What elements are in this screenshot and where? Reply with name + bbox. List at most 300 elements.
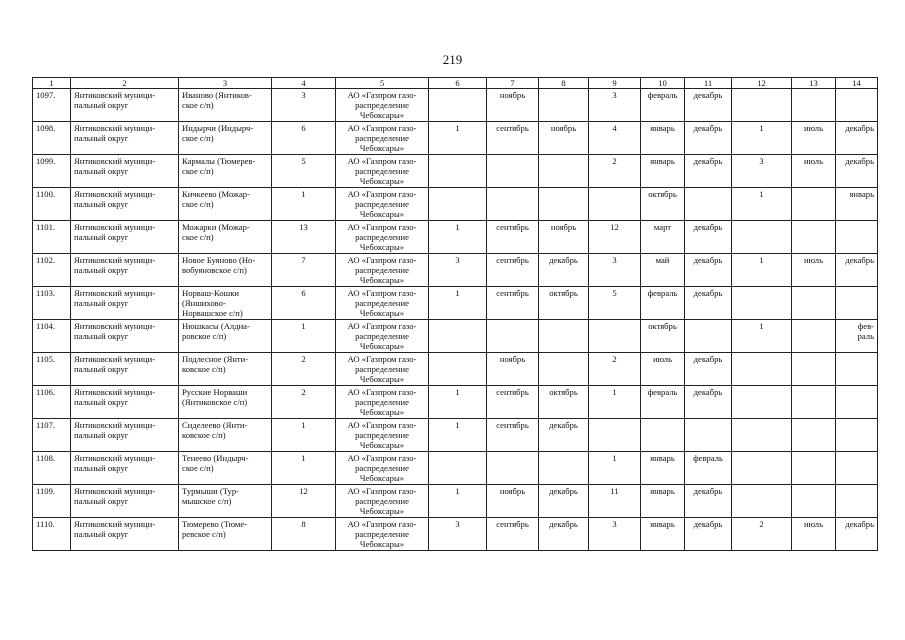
col12-cell: [732, 452, 792, 485]
col6-cell: 1: [429, 485, 487, 518]
cell-line: Янтиковский муници-: [74, 189, 156, 199]
cell-line: пальный округ: [74, 463, 129, 473]
cell-line: распределение: [355, 463, 409, 473]
col10-cell: февраль: [641, 386, 685, 419]
locality-cell: [179, 386, 272, 419]
col11-cell: декабрь: [685, 122, 732, 155]
cell-line: распределение: [355, 298, 409, 308]
table-row: [33, 287, 878, 320]
cell-line: ковское с/п): [182, 364, 226, 374]
table-row: [33, 155, 878, 188]
cell-line: Тюмерево (Тюме-: [182, 519, 248, 529]
cell-line: Чебоксары»: [359, 209, 405, 219]
count-cell: 13: [272, 221, 336, 254]
col14-cell: [836, 386, 878, 419]
cell-line: Янтиковский муници-: [74, 321, 156, 331]
cell-line: распределение: [355, 232, 409, 242]
cell-line: АО «Газпром газо-: [347, 123, 417, 133]
cell-line: распределение: [355, 397, 409, 407]
count-cell: 1: [272, 320, 336, 353]
cell-line: Янтиковский муници-: [74, 288, 156, 298]
row-number: 1101.: [33, 221, 71, 254]
cell-line: Подлесное (Янти-: [182, 354, 249, 364]
cell-line: Чебоксары»: [359, 473, 405, 483]
column-header-12: 12: [732, 78, 792, 89]
cell-line: Нюшкасы (Алдиа-: [182, 321, 250, 331]
locality-cell: [179, 254, 272, 287]
count-cell: 2: [272, 353, 336, 386]
col7-cell: сентябрь: [487, 419, 539, 452]
col11-cell: декабрь: [685, 287, 732, 320]
cell-line: Янтиковский муници-: [74, 486, 156, 496]
col12-cell: [732, 386, 792, 419]
col13-cell: [792, 188, 836, 221]
col6-cell: [429, 353, 487, 386]
table-row: [33, 353, 878, 386]
cell-line: Янтиковский муници-: [74, 90, 156, 100]
count-cell: 1: [272, 452, 336, 485]
organization-cell: [336, 254, 429, 287]
organization-cell: [336, 518, 429, 551]
row-number: 1099.: [33, 155, 71, 188]
col13-cell: июль: [792, 254, 836, 287]
row-number: 1102.: [33, 254, 71, 287]
col11-cell: декабрь: [685, 89, 732, 122]
cell-line: Кичкеево (Можар-: [182, 189, 250, 199]
locality-cell: [179, 419, 272, 452]
district-cell: [71, 320, 179, 353]
cell-line: распределение: [355, 100, 409, 110]
col10-cell: февраль: [641, 287, 685, 320]
col11-cell: [685, 419, 732, 452]
col14-cell: декабрь: [836, 254, 878, 287]
col10-cell: май: [641, 254, 685, 287]
row-number: 1106.: [33, 386, 71, 419]
column-header-11: 11: [685, 78, 732, 89]
column-header-14: 14: [836, 78, 878, 89]
cell-line: распределение: [355, 364, 409, 374]
table-row: [33, 188, 878, 221]
count-cell: 6: [272, 287, 336, 320]
row-number: 1104.: [33, 320, 71, 353]
cell-line: ревское с/п): [182, 529, 226, 539]
row-number: 1109.: [33, 485, 71, 518]
cell-line: распределение: [355, 496, 409, 506]
cell-line: Индырчи (Индырч-: [182, 123, 254, 133]
header-row: [33, 78, 878, 89]
col10-cell: июль: [641, 353, 685, 386]
cell-line: Чебоксары»: [359, 176, 405, 186]
col9-cell: [589, 188, 641, 221]
col10-cell: январь: [641, 485, 685, 518]
organization-cell: [336, 320, 429, 353]
table-row: [33, 452, 878, 485]
district-cell: [71, 518, 179, 551]
organization-cell: [336, 89, 429, 122]
col9-cell: 1: [589, 452, 641, 485]
col9-cell: 11: [589, 485, 641, 518]
col9-cell: 4: [589, 122, 641, 155]
cell-line: Чебоксары»: [359, 407, 405, 417]
cell-line: фев-: [857, 321, 874, 331]
district-cell: [71, 122, 179, 155]
cell-line: АО «Газпром газо-: [347, 90, 417, 100]
col14-cell: [836, 287, 878, 320]
col8-cell: ноябрь: [539, 122, 589, 155]
col8-cell: [539, 89, 589, 122]
cell-line: распределение: [355, 331, 409, 341]
cell-line: Янтиковский муници-: [74, 387, 156, 397]
col7-cell: [487, 155, 539, 188]
row-number: 1097.: [33, 89, 71, 122]
col12-cell: 1: [732, 188, 792, 221]
col13-cell: [792, 485, 836, 518]
col12-cell: [732, 89, 792, 122]
col8-cell: декабрь: [539, 485, 589, 518]
cell-line: Чебоксары»: [359, 110, 405, 120]
col6-cell: [429, 89, 487, 122]
col10-cell: февраль: [641, 89, 685, 122]
column-header-2: 2: [71, 78, 179, 89]
cell-line: АО «Газпром газо-: [347, 486, 417, 496]
col7-cell: сентябрь: [487, 287, 539, 320]
col7-cell: сентябрь: [487, 122, 539, 155]
col12-cell: 1: [732, 320, 792, 353]
cell-line: Янтиковский муници-: [74, 156, 156, 166]
col9-cell: [589, 419, 641, 452]
district-cell: [71, 155, 179, 188]
organization-cell: [336, 287, 429, 320]
col6-cell: 3: [429, 518, 487, 551]
table-row: [33, 221, 878, 254]
col12-cell: [732, 287, 792, 320]
row-number: 1098.: [33, 122, 71, 155]
table-row: [33, 386, 878, 419]
col13-cell: июль: [792, 122, 836, 155]
col6-cell: [429, 188, 487, 221]
district-cell: [71, 452, 179, 485]
district-cell: [71, 254, 179, 287]
cell-line: раль: [857, 331, 874, 341]
col9-cell: 2: [589, 353, 641, 386]
cell-line: Сиделеево (Янти-: [182, 420, 248, 430]
col14-cell: [836, 485, 878, 518]
cell-line: Чебоксары»: [359, 275, 405, 285]
col10-cell: [641, 419, 685, 452]
cell-line: пальный округ: [74, 496, 129, 506]
column-header-1: 1: [33, 78, 71, 89]
cell-line: ское с/п): [182, 232, 214, 242]
cell-line: пальный округ: [74, 199, 129, 209]
row-number: 1103.: [33, 287, 71, 320]
column-header-10: 10: [641, 78, 685, 89]
cell-line: Кармалы (Тюмерев-: [182, 156, 256, 166]
col11-cell: декабрь: [685, 485, 732, 518]
col6-cell: [429, 155, 487, 188]
district-cell: [71, 386, 179, 419]
count-cell: 5: [272, 155, 336, 188]
col7-cell: сентябрь: [487, 221, 539, 254]
count-cell: 7: [272, 254, 336, 287]
col10-cell: январь: [641, 518, 685, 551]
col7-cell: сентябрь: [487, 518, 539, 551]
table-row: [33, 419, 878, 452]
col13-cell: [792, 452, 836, 485]
cell-line: ское с/п): [182, 463, 214, 473]
cell-line: пальный округ: [74, 100, 129, 110]
col8-cell: октябрь: [539, 386, 589, 419]
organization-cell: [336, 188, 429, 221]
column-header-4: 4: [272, 78, 336, 89]
cell-line: Янтиковский муници-: [74, 420, 156, 430]
col11-cell: [685, 320, 732, 353]
col6-cell: [429, 320, 487, 353]
cell-line: ское с/п): [182, 166, 214, 176]
col11-cell: декабрь: [685, 353, 732, 386]
cell-line: пальный округ: [74, 364, 129, 374]
col8-cell: [539, 155, 589, 188]
col14-cell: [836, 452, 878, 485]
column-header-9: 9: [589, 78, 641, 89]
row-number: 1108.: [33, 452, 71, 485]
table-row: [33, 320, 878, 353]
col14-cell: [836, 353, 878, 386]
cell-line: распределение: [355, 529, 409, 539]
cell-line: ское с/п): [182, 199, 214, 209]
locality-cell: [179, 155, 272, 188]
col13-cell: июль: [792, 155, 836, 188]
cell-line: ровское с/п): [182, 331, 227, 341]
locality-cell: [179, 518, 272, 551]
cell-line: пальный округ: [74, 232, 129, 242]
cell-line: распределение: [355, 430, 409, 440]
column-header-13: 13: [792, 78, 836, 89]
col6-cell: 1: [429, 386, 487, 419]
col11-cell: [685, 188, 732, 221]
col13-cell: [792, 287, 836, 320]
locality-cell: [179, 485, 272, 518]
cell-line: АО «Газпром газо-: [347, 156, 417, 166]
locality-cell: [179, 353, 272, 386]
column-header-7: 7: [487, 78, 539, 89]
col13-cell: [792, 386, 836, 419]
organization-cell: [336, 485, 429, 518]
cell-line: пальный округ: [74, 166, 129, 176]
cell-line: распределение: [355, 133, 409, 143]
col10-cell: январь: [641, 452, 685, 485]
district-cell: [71, 419, 179, 452]
cell-line: ковское с/п): [182, 430, 226, 440]
schedule-table: [32, 77, 878, 551]
organization-cell: [336, 419, 429, 452]
cell-line: распределение: [355, 265, 409, 275]
table-row: [33, 254, 878, 287]
col13-cell: июль: [792, 518, 836, 551]
col13-cell: [792, 353, 836, 386]
col7-cell: [487, 452, 539, 485]
cell-line: Турмыши (Тур-: [182, 486, 240, 496]
cell-line: Чебоксары»: [359, 440, 405, 450]
col11-cell: февраль: [685, 452, 732, 485]
row-number: 1107.: [33, 419, 71, 452]
col8-cell: [539, 353, 589, 386]
col8-cell: [539, 452, 589, 485]
col6-cell: 1: [429, 287, 487, 320]
col9-cell: 1: [589, 386, 641, 419]
cell-line: АО «Газпром газо-: [347, 222, 417, 232]
cell-line: вобуяновское с/п): [182, 265, 247, 275]
column-header-8: 8: [539, 78, 589, 89]
cell-line: Тенеево (Индырч-: [182, 453, 249, 463]
col6-cell: 3: [429, 254, 487, 287]
table-row: [33, 89, 878, 122]
cell-line: Чебоксары»: [359, 308, 405, 318]
col14-cell: январь: [836, 188, 878, 221]
col7-cell: [487, 320, 539, 353]
count-cell: 8: [272, 518, 336, 551]
cell-line: Норвашское с/п): [182, 308, 243, 318]
col8-cell: [539, 320, 589, 353]
table-body: [33, 89, 878, 551]
col12-cell: [732, 221, 792, 254]
row-number: 1100.: [33, 188, 71, 221]
cell-line: АО «Газпром газо-: [347, 354, 417, 364]
cell-line: Чебоксары»: [359, 242, 405, 252]
col11-cell: декабрь: [685, 254, 732, 287]
cell-line: Иваново (Янтиков-: [182, 90, 252, 100]
cell-line: (Яншихово-: [182, 298, 226, 308]
col9-cell: 3: [589, 254, 641, 287]
col14-cell: декабрь: [836, 518, 878, 551]
page-number: 219: [442, 52, 463, 67]
cell-line: пальный округ: [74, 265, 129, 275]
col13-cell: [792, 221, 836, 254]
cell-line: мышское с/п): [182, 496, 232, 506]
cell-line: распределение: [355, 199, 409, 209]
district-cell: [71, 221, 179, 254]
col10-cell: март: [641, 221, 685, 254]
locality-cell: [179, 188, 272, 221]
cell-line: Чебоксары»: [359, 539, 405, 549]
cell-line: АО «Газпром газо-: [347, 321, 417, 331]
col14-cell: [836, 221, 878, 254]
col14-cell: декабрь: [836, 155, 878, 188]
col14-cell: [836, 320, 878, 353]
cell-line: (Янтиковское с/п): [182, 397, 248, 407]
col9-cell: 12: [589, 221, 641, 254]
organization-cell: [336, 452, 429, 485]
cell-line: АО «Газпром газо-: [347, 420, 417, 430]
locality-cell: [179, 89, 272, 122]
col6-cell: 1: [429, 419, 487, 452]
column-header-5: 5: [336, 78, 429, 89]
col7-cell: сентябрь: [487, 254, 539, 287]
cell-line: Новое Буяново (Но-: [182, 255, 256, 265]
col8-cell: октябрь: [539, 287, 589, 320]
district-cell: [71, 89, 179, 122]
district-cell: [71, 287, 179, 320]
col11-cell: декабрь: [685, 221, 732, 254]
col12-cell: [732, 353, 792, 386]
cell-line: Янтиковский муници-: [74, 222, 156, 232]
cell-line: Норваш-Кошки: [182, 288, 240, 298]
cell-line: Янтиковский муници-: [74, 519, 156, 529]
table-row: [33, 518, 878, 551]
organization-cell: [336, 122, 429, 155]
col6-cell: [429, 452, 487, 485]
col7-cell: ноябрь: [487, 353, 539, 386]
cell-line: пальный округ: [74, 298, 129, 308]
col8-cell: [539, 188, 589, 221]
col8-cell: декабрь: [539, 254, 589, 287]
cell-line: пальный округ: [74, 133, 129, 143]
cell-line: Чебоксары»: [359, 143, 405, 153]
col9-cell: 5: [589, 287, 641, 320]
col10-cell: октябрь: [641, 188, 685, 221]
col13-cell: [792, 89, 836, 122]
col8-cell: ноябрь: [539, 221, 589, 254]
cell-line: ское с/п): [182, 133, 214, 143]
organization-cell: [336, 353, 429, 386]
col11-cell: декабрь: [685, 386, 732, 419]
col10-cell: январь: [641, 122, 685, 155]
cell-line: Янтиковский муници-: [74, 255, 156, 265]
table-row: [33, 485, 878, 518]
column-header-6: 6: [429, 78, 487, 89]
col13-cell: [792, 419, 836, 452]
row-number: 1105.: [33, 353, 71, 386]
table-row: [33, 122, 878, 155]
col10-cell: октябрь: [641, 320, 685, 353]
col9-cell: 2: [589, 155, 641, 188]
col13-cell: [792, 320, 836, 353]
locality-cell: [179, 122, 272, 155]
row-number: 1110.: [33, 518, 71, 551]
col7-cell: [487, 188, 539, 221]
col9-cell: 3: [589, 518, 641, 551]
col12-cell: [732, 419, 792, 452]
col7-cell: сентябрь: [487, 386, 539, 419]
cell-line: АО «Газпром газо-: [347, 255, 417, 265]
district-cell: [71, 353, 179, 386]
cell-line: АО «Газпром газо-: [347, 387, 417, 397]
locality-cell: [179, 452, 272, 485]
cell-line: АО «Газпром газо-: [347, 189, 417, 199]
col11-cell: декабрь: [685, 518, 732, 551]
cell-line: АО «Газпром газо-: [347, 288, 417, 298]
cell-line: пальный округ: [74, 430, 129, 440]
col9-cell: [589, 320, 641, 353]
col14-cell: декабрь: [836, 122, 878, 155]
cell-line: ское с/п): [182, 100, 214, 110]
organization-cell: [336, 386, 429, 419]
col12-cell: 1: [732, 254, 792, 287]
cell-line: Янтиковский муници-: [74, 453, 156, 463]
count-cell: 3: [272, 89, 336, 122]
cell-line: Русские Норваши: [182, 387, 248, 397]
cell-line: Чебоксары»: [359, 341, 405, 351]
cell-line: АО «Газпром газо-: [347, 453, 417, 463]
col6-cell: 1: [429, 122, 487, 155]
locality-cell: [179, 221, 272, 254]
col14-cell: [836, 419, 878, 452]
cell-line: пальный округ: [74, 397, 129, 407]
col10-cell: январь: [641, 155, 685, 188]
col12-cell: [732, 485, 792, 518]
col8-cell: декабрь: [539, 518, 589, 551]
column-header-3: 3: [179, 78, 272, 89]
district-cell: [71, 188, 179, 221]
